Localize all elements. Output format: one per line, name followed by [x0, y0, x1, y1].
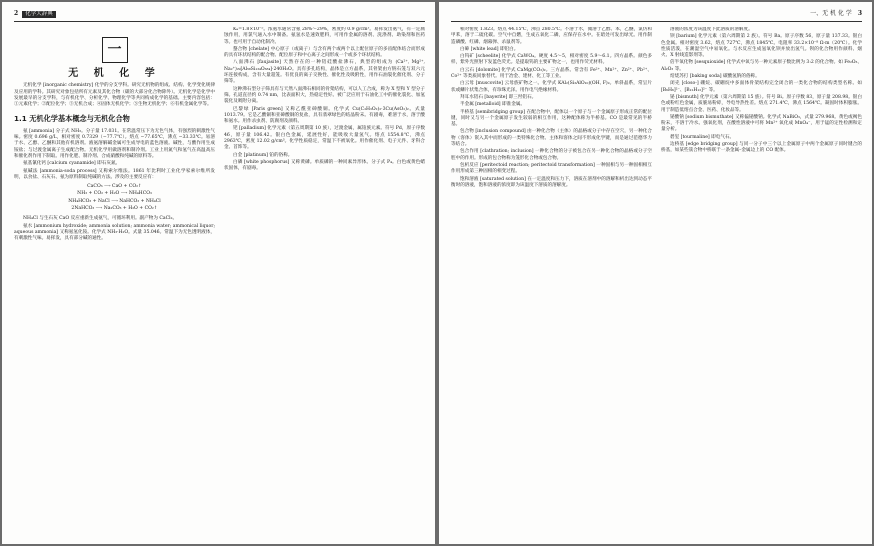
- dictionary-entry: 包析反应 [peritectoid reaction; peritectoid transformation] 一种固相与另一种固相相互作用形成第三种固相的相变过程。: [451, 162, 652, 175]
- dictionary-entry: 包合物 [inclusion compound] 由一种化合物（主体）的晶格或分子中存在空穴，另一种化合物（客体）嵌入其中而形成的一类特殊化合物。主体和客体之间不形成化学键，而是通过范德华力等结合。: [451, 129, 652, 148]
- page-number: 3: [857, 10, 862, 18]
- dictionary-entry: 螯合物 [chelate] 中心原子（或离子）与含有两个或两个以上配位原子的多齿配体结合而形成的具有环状结构的配合物。配位原子和中心离子之间形成一个或多个环状结构。: [224, 46, 425, 59]
- dictionary-entry: 白磷 [white phosphorus] 又称黄磷。单质磷的一种同素异形体。分子式 P₄。白色或黄色蜡状固体，有剧毒。: [224, 159, 425, 172]
- chapter-intro: 无机化学 [inorganic chemistry] 化学的分支学科。研究无机物的组成、结构、化学变化规律及应用的学科。其研究对象包括所有元素及其化合物（碳的大部分化合物除外）。无机化学是化学中发展最早的分支学科，与有机化学、分析化学、物理化学等共同构成化学的基础。主要内容包括：①元素化学；②配位化学；③无机合成；④固体无机化学；⑤生物无机化学；⑥有机金属化学等。: [14, 83, 215, 108]
- dictionary-entry: 氨碱法 [ammonia-soda process] 又称索尔维法。1861 年比利时工业化学家索尔维所发明，以食盐、石灰石、氨为原料制取纯碱的方法。涉及的主要反应有：: [14, 168, 215, 180]
- dictionary-entry: 闭壳 [closo-] 硼烷、碳硼烷中多面体骨架结构完全闭合的一类化合物的结构类型名称。如 [B₆H₆]²⁻、[B₁₂H₁₂]²⁻ 等。: [661, 81, 862, 93]
- dictionary-entry: 白金 [platinum] 铂的俗称。: [233, 152, 293, 158]
- left-page: [2, 2, 435, 544]
- page-number: 2: [14, 10, 19, 18]
- chapter-number: 一: [102, 37, 128, 63]
- dictionary-entry: 氨 [ammonia] 分子式 NH₃。分子量 17.031。在常温常压下为无色气体，有强烈的刺激性气味。密度 0.696 g/L，相对密度 0.7329（−77.7℃）。熔点 −77.65℃，沸点 −33.33℃。易溶于水、乙醇、乙醚和其他有机溶剂。液氨溶解碱金属可生成导电的蓝色溶液。碱性，与酸作用生成铵盐；与过渡金属离子生成配合物。无机化学用做溶剂和制冷剂。工业上用氮气和氢气在高温高压和催化剂作用下制取。用作化肥、制冷剂、合成硝酸和纯碱的原料等。: [14, 128, 215, 159]
- dictionary-entry: 拜耳水铝石 [bayerite] 即三羟铝石。: [460, 94, 537, 100]
- dictionary-entry: 焙烧苏打 [baking soda] 碳酸氢钠的俗称。: [670, 74, 760, 80]
- equation: CaCO₃ ⟶ CaO + CO₂↑: [87, 184, 142, 190]
- equation: NH₄HCO₃ + NaCl ⟶ NaHCO₃ + NH₄Cl: [68, 198, 161, 204]
- dictionary-entry: 八面沸石 [faujasite] 天然存在的一种铝硅酸盐沸石，典型的组成为 (Ca²⁺, Mg²⁺, Na₂⁺)₂₉[Al₅₈Si₁₃₄O₃₈₄]·240H₂O。具有多孔结构，晶体是立方晶系，其骨架由方钠石笼与双六元环连接构成，含有大量超笼。有优良的离子交换性、催化性及吸附性，用作石油裂化催化剂、分子筛等。: [224, 60, 425, 85]
- dictionary-entry: 白钨矿 [scheelite] 化学式 CaWO₄。硬度 4.5～5，相对密度 5.9～6.1。四方晶系。颜色多样，紫外光照射下发蓝色荧光。是提取钨的主要矿物之一，也用作荧光材料。: [451, 54, 652, 66]
- dictionary-entry: 碧玺 [tourmaline] 即电气石。: [670, 134, 735, 140]
- running-tag: 一、无 机 化 学: [810, 10, 852, 18]
- chapter-title: 无 机 化 学: [68, 68, 161, 79]
- dictionary-entry: Kₐ=1.8×10⁻⁵。浓氨水通常含氨 28%～29%，密度约 0.9 g/cm³。易挥发出氨气，有一定腐蚀作用，用氯气通入水中制备。氨氢水是速效肥料，可用作金属的溶剂、洗涤剂、助染剂和医药等。也可用于自动化制冷。: [224, 27, 425, 45]
- dictionary-entry: 白云石 [dolomite] 化学式 CaMg(CO₃)₂。三方晶系。常含有 Fe²⁺、Mn²⁺、Zn²⁺、Pb²⁺、Co²⁺ 等类质同象替代。用于冶金、建材、化工等工业。: [451, 67, 652, 80]
- left-running-head: [14, 10, 425, 22]
- equation: 2NaHCO₃ ⟶ Na₂CO₃ + H₂O + CO₂↑: [71, 206, 158, 212]
- right-running-head: [451, 10, 862, 22]
- right-page: [439, 2, 872, 544]
- equation: NH₃ + CO₂ + H₂O ⟶ NH₄HCO₃: [77, 191, 152, 197]
- left-column-1: [14, 27, 215, 532]
- dictionary-entry: 白砷 [white lead] 即铅白。: [460, 46, 519, 52]
- dictionary-entry: 钯 [palladium] 化学元素（第五周期第 10 族），过渡金属，属铂族元素。符号 Pd，原子序数 46，原子量 106.42。银白色金属，延展性好，能吸收大量氢气。熔点 1554.8℃，沸点 2963℃，密度 12.02 g/cm³。化学性质稳定，常温下不被氧化。用作催化剂、电子元件、牙科合金、首饰等。: [224, 126, 425, 151]
- running-tag: 化学大辞典: [22, 11, 56, 17]
- equation-block: [14, 184, 215, 212]
- dictionary-entry: 巴黎绿 [Paris green] 又称乙酰亚砷酸铜。化学式 Cu(C₂H₃O₂)₂·3Cu(AsO₂)₂。式量 1013.79。它是乙酸铜和亚砷酸铜的复盐，具有翡翠绿色的结晶粉末。有剧毒，难溶于水，溶于酸和氨水。用作杀虫剂、防腐剂及颜料。: [224, 106, 425, 125]
- paragraph: NH₄Cl 与生石灰 CaO 反应重新生成氨气，可循环利用。副产物为 CaCl₂。: [23, 216, 178, 222]
- section-title: 1.1 无机化学基本概念与无机化合物: [14, 114, 130, 124]
- dictionary-entry: 氨基氰化钙 [calcium cyanamide] 即石灰氮。: [23, 161, 121, 167]
- dictionary-entry: 包合作用 [clathration; inclusion] 一种化合物的分子被包合在另一种化合物的晶格或分子空腔中的作用。形成的包合物称为笼形化合物或包合物。: [451, 149, 652, 161]
- dictionary-entry: 边桥基 [edge bridging group] 与同一分子中三个以上金属原子中两个金属原子同时键合的桥基，如某些簇合物中桥联于一条金属–金属边上的 CO 配体。: [661, 142, 862, 154]
- dictionary-entry: 这种沸石型分子筛具有与天然八面沸石相同的骨架结构，可以人工合成，称为 X 型和 Y 型分子筛。孔道直径约 0.74 nm，比表面积大，热稳定性好。被广泛应用于石油化工中的催化裂化、加氢裂化及吸附分离。: [224, 86, 425, 105]
- dictionary-entry: 半桥基 [semibridging group] 在配合物中，配体以一个原子与一个金属原子形成正常的配位键，同时又与另一个金属原子发生较弱的相互作用，这种配体称为半桥基。CO 是最常见的半桥基。: [451, 109, 652, 128]
- dictionary-entry: 溶液的浓度为该温度下此溶质的溶解度。: [670, 27, 753, 32]
- dictionary-entry: 白云母 [muscovite] 云母族矿物之一。化学式 KAl₂(Si₃AlO₁₀)(OH, F)₂。单斜晶系，常呈片状或鳞片状集合体，有珍珠光泽。用作电气绝缘材料。: [451, 81, 652, 93]
- dictionary-entry: 氨水 [ammonium hydroxide; ammonia solution; ammonia water; ammonical liquor; aqueous ammonia] 又称氨氢化铵。化学式 NH₃·H₂O。式量 35.046。常温下为无色透明液体，有刺激性气味。易挥发，具有部分碱的通性。: [14, 223, 215, 242]
- dictionary-entry: 饱和溶液 [saturated solution] 在一定温度和压力下，溶质在溶剂中的溶解和析出达到动态平衡时的溶液，饱和溶液的浓度即为该温度下溶质的溶解度。: [451, 176, 652, 188]
- dictionary-entry: 半金属 [metalloid] 即准金属。: [460, 102, 526, 108]
- dictionary-entry: 铋酸钠 [sodium bismuthate] 又称偏铋酸钠。化学式 NaBiO₃，式量 279.968。黄色或褐色粉末，不溶于冷水。强氧化剂，在酸性溶液中可将 Mn²⁺ 氧化成 MnO₄⁻，用于锰的定性检测和定量分析。: [661, 114, 862, 133]
- left-column-2: [224, 27, 425, 532]
- dictionary-entry: 倍半氧化物 [sesquioxide] 化学式中氧与另一种元素原子数比例为 3:2 的化合物。如 Fe₂O₃、Al₂O₃ 等。: [661, 60, 862, 72]
- right-column-1: [451, 27, 652, 532]
- dictionary-entry: 钡 [barium] 化学元素（第六周期第 2 族）。符号 Ba。原子序数 56，原子量 137.33。银白色金属。相对密度 3.62，熔点 727℃，沸点 1845℃。电阻率 33.2×10⁻⁸ Ω·m（20℃）。化学性质活泼，在潮湿空气中易氧化。与水反应生成氢氧化钡并放出氢气。钡的化合物用作颜料、烟火、X 射线造影剂等。: [661, 34, 862, 59]
- right-column-2: [661, 27, 862, 532]
- dictionary-entry: 铋 [bismuth] 化学元素（第六周期第 15 族）。符号 Bi。原子序数 83，原子量 208.98。银白色或粉红色金属，质脆易粉碎，导电导热性差。熔点 271.4℃，沸点 1564℃。凝固时体积膨胀。用于制造低熔点合金、医药、化妆品等。: [661, 94, 862, 113]
- dictionary-entry: 相对密度 1.823。熔点 44.15℃，沸点 280.5℃。不溶于水，微溶于乙醇、苯，乙醚，氯仿和甲苯，溶于二硫化碳。空气中自燃，生成五氧化二磷，应保存在水中。在暗处可发出绿光。用作制造磷酸、红磷、烟幕弹、杀鼠剂等。: [451, 27, 652, 45]
